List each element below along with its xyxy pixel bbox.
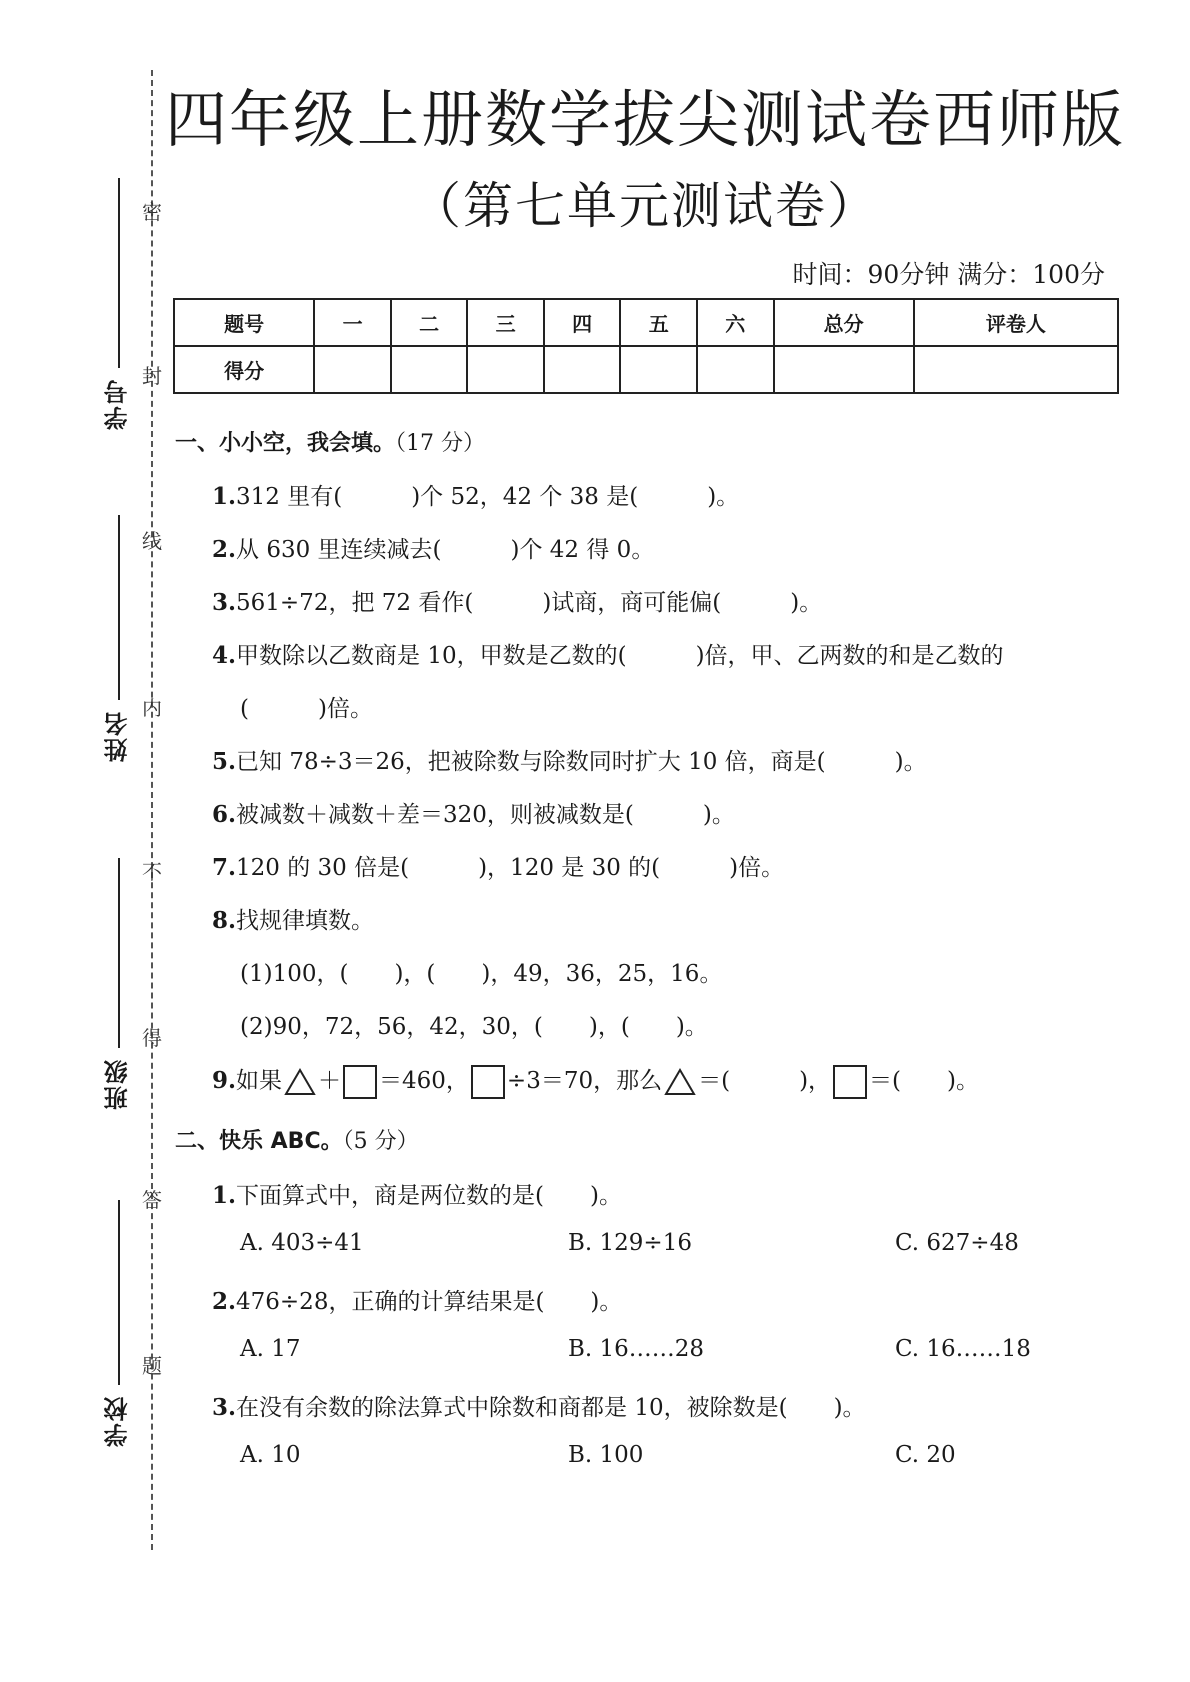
- score-table-header-row: [174, 299, 1118, 346]
- question: [212, 637, 1004, 670]
- section-1-heading: [175, 426, 485, 457]
- question-number: 4.: [212, 642, 237, 669]
- question-number: 1.: [212, 483, 237, 510]
- question-text: 找规律填数。: [236, 908, 375, 934]
- table-cell: 题号: [174, 299, 314, 346]
- question-text-part: 如果: [236, 1068, 283, 1094]
- square-icon: [833, 1065, 867, 1099]
- section-2-points: （5 分）: [342, 1129, 419, 1154]
- section-1-points: （17 分）: [395, 431, 486, 456]
- question-text: 在没有余数的除法算式中除数和商都是 10，被除数是( )。: [236, 1395, 866, 1421]
- table-cell: 三: [467, 299, 544, 346]
- table-cell: 得分: [174, 346, 314, 393]
- question-text: 312 里有( )个 52，42 个 38 是( )。: [236, 484, 740, 510]
- section-1-title: 一、小小空，我会填。: [175, 431, 396, 456]
- question: [212, 849, 784, 882]
- binding-char: 题: [142, 1354, 162, 1378]
- option-b[interactable]: B. 129÷16: [568, 1230, 692, 1256]
- question-text-part: ＋: [318, 1068, 342, 1094]
- question-number: 7.: [212, 854, 237, 881]
- score-table-score-row: [174, 346, 1118, 393]
- binding-char: 线: [142, 529, 162, 553]
- score-input-cell[interactable]: [314, 346, 391, 393]
- question-number: 6.: [212, 801, 237, 828]
- question-text: 被减数＋减数＋差＝320，则被减数是( )。: [236, 802, 735, 828]
- question-number: 2.: [212, 536, 237, 563]
- question-number: 9.: [212, 1067, 237, 1094]
- question-number: 3.: [212, 589, 237, 616]
- score-input-cell[interactable]: [620, 346, 697, 393]
- square-icon: [471, 1065, 505, 1099]
- score-input-cell[interactable]: [697, 346, 774, 393]
- class-label: 班级: [104, 1058, 132, 1110]
- sub-question: (2)90，72，56，42，30，( )，( )。: [240, 1014, 708, 1040]
- question-text: 下面算式中，商是两位数的是( )。: [236, 1183, 622, 1209]
- table-cell: 六: [697, 299, 774, 346]
- score-input-cell[interactable]: [544, 346, 621, 393]
- question: [212, 531, 654, 564]
- page-subtitle: （第七单元测试卷）: [411, 177, 879, 235]
- question-number: 3.: [212, 1394, 237, 1421]
- score-input-cell[interactable]: [774, 346, 914, 393]
- triangle-icon: [664, 1068, 696, 1096]
- score-input-cell[interactable]: [914, 346, 1118, 393]
- table-cell: 总分: [774, 299, 914, 346]
- question: [212, 1283, 622, 1316]
- option-b[interactable]: B. 100: [568, 1442, 644, 1468]
- option-c[interactable]: C. 20: [895, 1442, 956, 1468]
- question: [212, 478, 739, 511]
- triangle-icon: [284, 1068, 316, 1096]
- binding-char: 不: [142, 860, 162, 884]
- option-a[interactable]: A. 403÷41: [240, 1230, 364, 1256]
- question-continuation: ( )倍。: [240, 696, 373, 722]
- score-table: [173, 298, 1119, 394]
- question-number: 5.: [212, 748, 237, 775]
- time-score-info: 时间：90分钟 满分：100分: [792, 260, 1105, 289]
- binding-char: 密: [142, 200, 162, 224]
- table-cell: 一: [314, 299, 391, 346]
- question-text-part: ＝( )，: [698, 1068, 832, 1094]
- question: [212, 1177, 622, 1210]
- class-write-line[interactable]: [118, 858, 120, 1048]
- question-text-part: ＝( )。: [869, 1068, 979, 1094]
- question: [212, 1389, 866, 1422]
- question-text: 甲数除以乙数商是 10，甲数是乙数的( )倍，甲、乙两数的和是乙数的: [236, 643, 1004, 669]
- score-input-cell[interactable]: [391, 346, 468, 393]
- question-text: 476÷28，正确的计算结果是( )。: [236, 1289, 623, 1315]
- square-icon: [343, 1065, 377, 1099]
- question-number: 2.: [212, 1288, 237, 1315]
- student-id-label: 学号: [104, 378, 132, 430]
- option-a[interactable]: A. 17: [240, 1336, 301, 1362]
- question: [212, 584, 822, 617]
- table-cell: 四: [544, 299, 621, 346]
- school-label: 学校: [104, 1395, 132, 1447]
- binding-dashed-line: [151, 70, 153, 1550]
- question-text-part: ＝460，: [379, 1068, 469, 1094]
- option-c[interactable]: C. 16……18: [895, 1336, 1031, 1362]
- table-cell: 五: [620, 299, 697, 346]
- question-text-part: ÷3＝70，那么: [506, 1068, 663, 1094]
- option-a[interactable]: A. 10: [240, 1442, 301, 1468]
- section-2-heading: [175, 1124, 419, 1155]
- question-text: 561÷72，把 72 看作( )试商，商可能偏( )。: [236, 590, 823, 616]
- name-label: 姓名: [104, 710, 132, 762]
- binding-char: 得: [142, 1026, 162, 1050]
- school-write-line[interactable]: [118, 1200, 120, 1385]
- binding-char: 答: [142, 1188, 162, 1212]
- sub-question: (1)100，( )，( )，49，36，25，16。: [240, 961, 723, 987]
- question: [212, 1062, 979, 1099]
- page-title: 四年级上册数学拔尖测试卷西师版: [164, 83, 1125, 156]
- table-cell: 二: [391, 299, 468, 346]
- question-number: 1.: [212, 1182, 237, 1209]
- question: [212, 796, 735, 829]
- binding-char: 内: [142, 696, 162, 720]
- score-input-cell[interactable]: [467, 346, 544, 393]
- option-b[interactable]: B. 16……28: [568, 1336, 705, 1362]
- table-cell: 评卷人: [914, 299, 1118, 346]
- binding-char: 封: [142, 364, 162, 388]
- question-text: 从 630 里连续减去( )个 42 得 0。: [236, 537, 655, 563]
- question: [212, 902, 374, 935]
- question: [212, 743, 927, 776]
- option-c[interactable]: C. 627÷48: [895, 1230, 1019, 1256]
- name-write-line[interactable]: [118, 515, 120, 700]
- question-text: 已知 78÷3＝26，把被除数与除数同时扩大 10 倍，商是( )。: [236, 749, 927, 775]
- question-text: 120 的 30 倍是( )，120 是 30 的( )倍。: [236, 855, 785, 881]
- question-number: 8.: [212, 907, 237, 934]
- section-2-title: 二、快乐 ABC。: [175, 1129, 343, 1154]
